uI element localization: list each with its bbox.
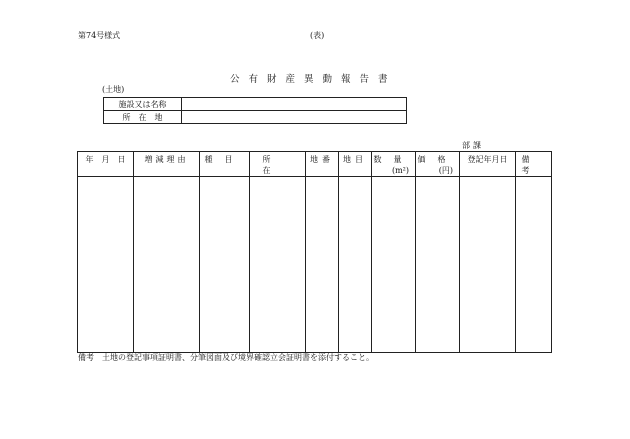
col-price-label: 価格 [417,155,458,164]
location-label: 所 在 地 [104,111,182,124]
col-quantity-unit: (m²) [391,166,409,175]
cell-quantity[interactable] [372,177,416,353]
col-reason-label: 増減理由 [144,155,189,164]
table-row [78,177,552,353]
col-registration-date [460,152,516,177]
form-number: 第74号様式 [78,31,121,40]
department-label: 部課 [462,141,484,150]
document-title: 公有財産異動報告書 [230,74,397,85]
col-date-label: 年 月 日 [85,155,126,164]
facility-name-value[interactable] [182,98,407,111]
col-remarks [516,152,552,177]
col-lot-number [306,152,339,177]
cell-type[interactable] [200,177,250,353]
col-lot-number-label: 地番 [310,155,334,164]
cell-reason[interactable] [134,177,200,353]
col-location [250,152,306,177]
col-location-label: 所在 [262,155,293,175]
footnote-text: 土地の登記事項証明書、分筆図面及び境界確認立会証明書を添付すること。 [102,353,374,362]
category-label: (土地) [102,85,125,94]
col-reason [134,152,200,177]
cell-land-category[interactable] [339,177,372,353]
footnote-label: 備考 [78,353,94,362]
cell-location[interactable] [250,177,306,353]
col-land-category-label: 地目 [343,155,367,164]
col-price-unit: (円) [438,166,453,175]
location-value[interactable] [182,111,407,124]
cell-price[interactable] [416,177,460,353]
info-row-facility [104,98,407,111]
col-price [416,152,460,177]
property-change-table [77,151,552,353]
cell-remarks[interactable] [516,177,552,353]
cell-registration-date[interactable] [460,177,516,353]
facility-name-label: 施設又は名称 [104,98,182,111]
header-row [78,152,552,177]
facility-info-table [103,97,407,124]
col-quantity [372,152,416,177]
col-quantity-label: 数量 [373,155,414,164]
cell-lot-number[interactable] [306,177,339,353]
col-type [200,152,250,177]
footnote [78,352,374,363]
col-remarks-label: 備考 [521,155,546,175]
col-land-category [339,152,372,177]
info-row-location [104,111,407,124]
cell-date[interactable] [78,177,134,353]
side-label: (表) [310,31,325,40]
col-date [78,152,134,177]
col-type-label: 種目 [204,155,245,164]
col-registration-date-label: 登記年月日 [467,155,508,164]
